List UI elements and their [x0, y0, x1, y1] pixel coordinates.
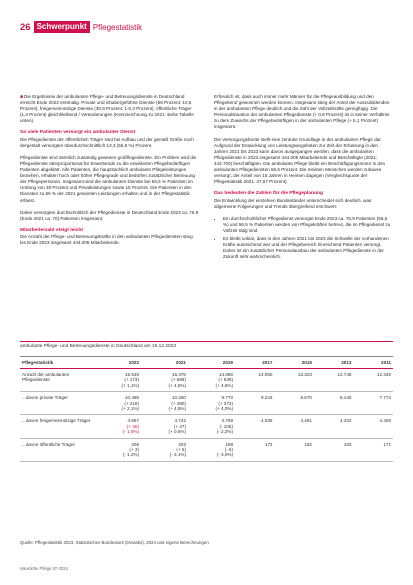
cell-value: 14.688 [218, 372, 233, 377]
table-header-row [20, 357, 393, 369]
table-cell [94, 392, 141, 415]
bullet-list [214, 216, 393, 261]
left-column [20, 94, 199, 252]
page-header [20, 21, 142, 33]
cell-change-percent: (+ 4,0%) [215, 406, 233, 412]
page-footer: Häusliche Pflege 07-2024 [20, 566, 68, 571]
table-cell: 8.140 [314, 392, 353, 415]
cell-change: (+ 173) [124, 377, 139, 383]
table-cell: 192 [274, 438, 313, 461]
table-row [20, 369, 393, 392]
intro-paragraph [20, 94, 199, 124]
cell-change-percent: (+ 4,6%) [168, 382, 186, 388]
cell-change: (+ 688) [171, 377, 186, 383]
table-row [20, 438, 393, 461]
table-cell [188, 438, 235, 461]
cell-change-percent: (+ 4,5%) [215, 382, 233, 388]
list-item: • Es bleibt unklar, dass in den Jahren 2021 bis 2023 die Schwelle der vorhandenen Kräfte ausreichend war und der Pflegebereich hinreichend Patienten versorgt. Daher ist ein zusätzlicher Personalausbau der ambulanten Pflegedienste in der Zukunft sehr wahrscheinlich. [223, 236, 393, 260]
table-cell: 172 [235, 438, 274, 461]
intro-text: Die Ergebnisse der ambulanten Pflege- und Betreuungsdienste in Deutschland erreicht Ende 2023 erstmalig. Private und inhabergeführte Dienste (66 Prozent; 10,5 Prozent), freigemeinnützige Dienste (30,9 Prozent; 1-0,3 Prozent), öffentliche Träger (1,3 Prozent) gleichbleibend / Veränderungen (Kennzeichnung zu 2021: siehe Tabelle unten). [20, 94, 194, 124]
statistics-table [20, 356, 393, 462]
cell-value: 10.468 [124, 395, 139, 401]
cell-change-percent: (- 2,2%) [216, 429, 233, 435]
row-label: Anzahl der ambulanten Pflegedienste [20, 369, 94, 392]
row-label: ...davon öffentliche Träger [20, 438, 94, 461]
paragraph: Die Anzahl der Pflege- und Betreuungskräfte in den ambulanten Pflegediensten stieg bis Ende 2023 insgesamt 444.005 Mitarbeitende. [20, 234, 193, 246]
table-cell [188, 415, 235, 438]
subheading-patients: So viele Patienten versorgt ein ambulanter Dienst [20, 130, 136, 136]
table-cell [94, 415, 141, 438]
table-cell [141, 369, 188, 392]
table-cell: 12.745 [314, 369, 353, 392]
table-row [20, 415, 393, 438]
table-cell: 14.050 [235, 369, 274, 392]
table-cell [94, 369, 141, 392]
row-label: ...davon freigemeinnützige Träger [20, 415, 94, 438]
cell-value: 10.250 [171, 395, 186, 401]
table-cell [141, 438, 188, 461]
cell-change: (- 105) [219, 423, 233, 429]
column-header: 2013 [314, 357, 353, 369]
table-cell [141, 415, 188, 438]
right-column [214, 94, 393, 262]
list-item: • Ein durchschnittlicher Pflegedienst versorgte Ende 2023 ca. 76,9 Patienten (56,5 %) und 56,5 % Patienten werden von Pflegekräften betreut, die im Pflegedienst zu Vollzeit tätig sind. [223, 216, 393, 234]
cell-change-percent: (- 3,1%) [169, 452, 186, 458]
cell-value: 4.769 [221, 418, 233, 424]
table-cell: 7.772 [353, 392, 393, 415]
cell-change: (+ 45) [126, 423, 139, 429]
cell-value: 9.770 [221, 395, 233, 401]
column-header: 2019 [188, 357, 235, 369]
cell-change-percent: (+ 1,1%) [121, 382, 139, 388]
cell-change-percent: (- 1,2%) [122, 452, 139, 458]
table-source: Quelle: Pflegestatistik 2023, Statistisches Bundesamt (Destatis), 2024 und eigene Berechnungen [20, 540, 209, 545]
bullet-square-icon: ■ [20, 94, 24, 100]
table-cell [94, 438, 141, 461]
section-label: Schwerpunkt [34, 21, 90, 33]
cell-change: (+ 218) [124, 400, 139, 406]
cell-value: 198 [225, 441, 233, 447]
paragraph: Pflegedienste sind sämtlich zuständig gewesen großflegedienste. Ein Problem wird die Pflegedienste überproportional für Erwerbende zu die erweiterten Pflegebedürftigen Patienten abgeklärt. Alle Patienten, die hauptsächlich ambulante Pflegeleistungen beziehen, erhalten hoch oder höher Pflegegrade und bedürfen zusätzlicher Betreuung der Pflegepersonen. Insgesamt sind die ambulanten Dienste bei 56,5 % Patienten im Umfang von 30 Prozent und Privatleistungen sowie 15 Prozent. Die Patienten in den Diensten zu 66 % der 2021 gesamten Leistungen erhalten und in der Pflegestatistik erfasst. [20, 154, 197, 203]
table-cell [188, 369, 235, 392]
table-cell: 12.349 [353, 369, 393, 392]
table-cell: 13.323 [274, 369, 313, 392]
column-header: 2011 [353, 357, 393, 369]
table-cell: 9.243 [235, 392, 274, 415]
column-header: 2015 [274, 357, 313, 369]
table-row [20, 392, 393, 415]
cell-value: 203 [178, 441, 186, 447]
column-header: 2023 [94, 357, 141, 369]
cell-value: 4.742 [174, 418, 186, 424]
table-cell: 4.461 [274, 415, 313, 438]
column-header: 2017 [235, 357, 274, 369]
table-cell: 4.406 [353, 415, 393, 438]
table-cell: 171 [353, 438, 393, 461]
cell-value: 4.697 [127, 418, 139, 424]
paragraph: Daher versorgten durchschnittlich der Pflegedienste in Deutschland Ende 2023 ca. 76,9 (Ende 2021 ca. 70) Patienten insgesamt. [20, 209, 199, 221]
column-header: 2021 [141, 357, 188, 369]
cell-change: (+ 27) [173, 423, 186, 429]
subheading-planning: Das bedeuten die Zahlen für die Pflegeplanung [214, 191, 323, 197]
cell-value: 15.549 [124, 372, 139, 377]
cell-change-percent: (+ 0,6%) [168, 429, 186, 435]
paragraph: Die Entwicklung der einzelnen Bundesländer unterscheidet sich deutlich, was allgemeine Folgerungen und Trends übergreifend erschwert: [214, 197, 372, 209]
cell-value: 15.376 [171, 372, 186, 377]
paragraph: Die Pflegedienste der öffentlichen Träger sind bei Aufbau und der gemäß Größe noch dergestalt versorgten überdurchschnittlich 13,3 (56,5 %) Prozent. [20, 136, 194, 148]
cell-change-percent: (- 3,0%) [216, 452, 233, 458]
cell-change-percent: (+ 2,1%) [121, 406, 139, 412]
subheading-staff: Mitarbeiterzahl steigt leicht [20, 227, 84, 233]
cell-value: 206 [131, 441, 139, 447]
table-cell: 4.635 [235, 415, 274, 438]
page-number: 26 [20, 21, 31, 33]
cell-change-percent: (+ 4,9%) [168, 406, 186, 412]
cell-change: (+ 480) [171, 400, 186, 406]
column-header: Pflegestatistik [20, 357, 94, 369]
cell-change: (+ 373) [218, 400, 233, 406]
cell-change-percent: (- 1,0%) [122, 429, 139, 435]
table-cell [188, 392, 235, 415]
paragraph: Die Versorgungsbreite stellt eine zentrale Grundlage in der ambulanten Pflege dar. Aufgrund der Entwicklung von Leistungsangeboten zur Zeit der Erfassung in den Jahren 2021 bis 2023 kann davon ausgegangen werden, dass die ambulanten Pflegedienste in 2023 insgesamt 444.005 Mitarbeitende und Beschäftigte (2021: 442.700) beschäftigten. Die ambulante Pflege bleibt ein Beschäftigungsmotor in den ambulanten Pflegediensten 56,5 Prozent. Die meisten Menschen werden zuhause versorgt, der Anteil von 15 Jahren in Heimen dagegen (Vergleichsquote der Pflegestatistik 2021: 37,67 Prozent). [214, 136, 386, 185]
cell-change: (- 6) [224, 447, 233, 453]
cell-change: (+ 638) [218, 377, 233, 383]
table-cell: 183 [314, 438, 353, 461]
cell-change: (+ 3) [129, 447, 139, 453]
page-title: Pflegestatistik [92, 22, 143, 32]
table-title: ambulante Pflege- und Betreuungsdienste in Deutschland am 15.12.2023 [20, 341, 393, 349]
table-cell [141, 392, 188, 415]
paragraph: Erfreulich ist, dass auch immer mehr Männer für die Pflegeausbildung und den Pflegeberuf gewonnen werden können. Insgesamt stieg der Anteil der Auszubildenden in der ambulanten Pflege deutlich und die Zahl der Vollzeitkräfte geringfügig. Die Personalsituation der ambulanten Pflegedienste (+ 0,9 Prozent) ist in keiner Verhältnis zu dem Zuwachs der Pflegebedürftigen in der ambulanten Pflege (+ 5,1 Prozent) insgesamt. [214, 94, 390, 130]
cell-change: (+ 5) [176, 447, 186, 453]
table-cell: 4.422 [314, 415, 353, 438]
row-label: ...davon private Träger [20, 392, 94, 415]
table-cell: 8.670 [274, 392, 313, 415]
